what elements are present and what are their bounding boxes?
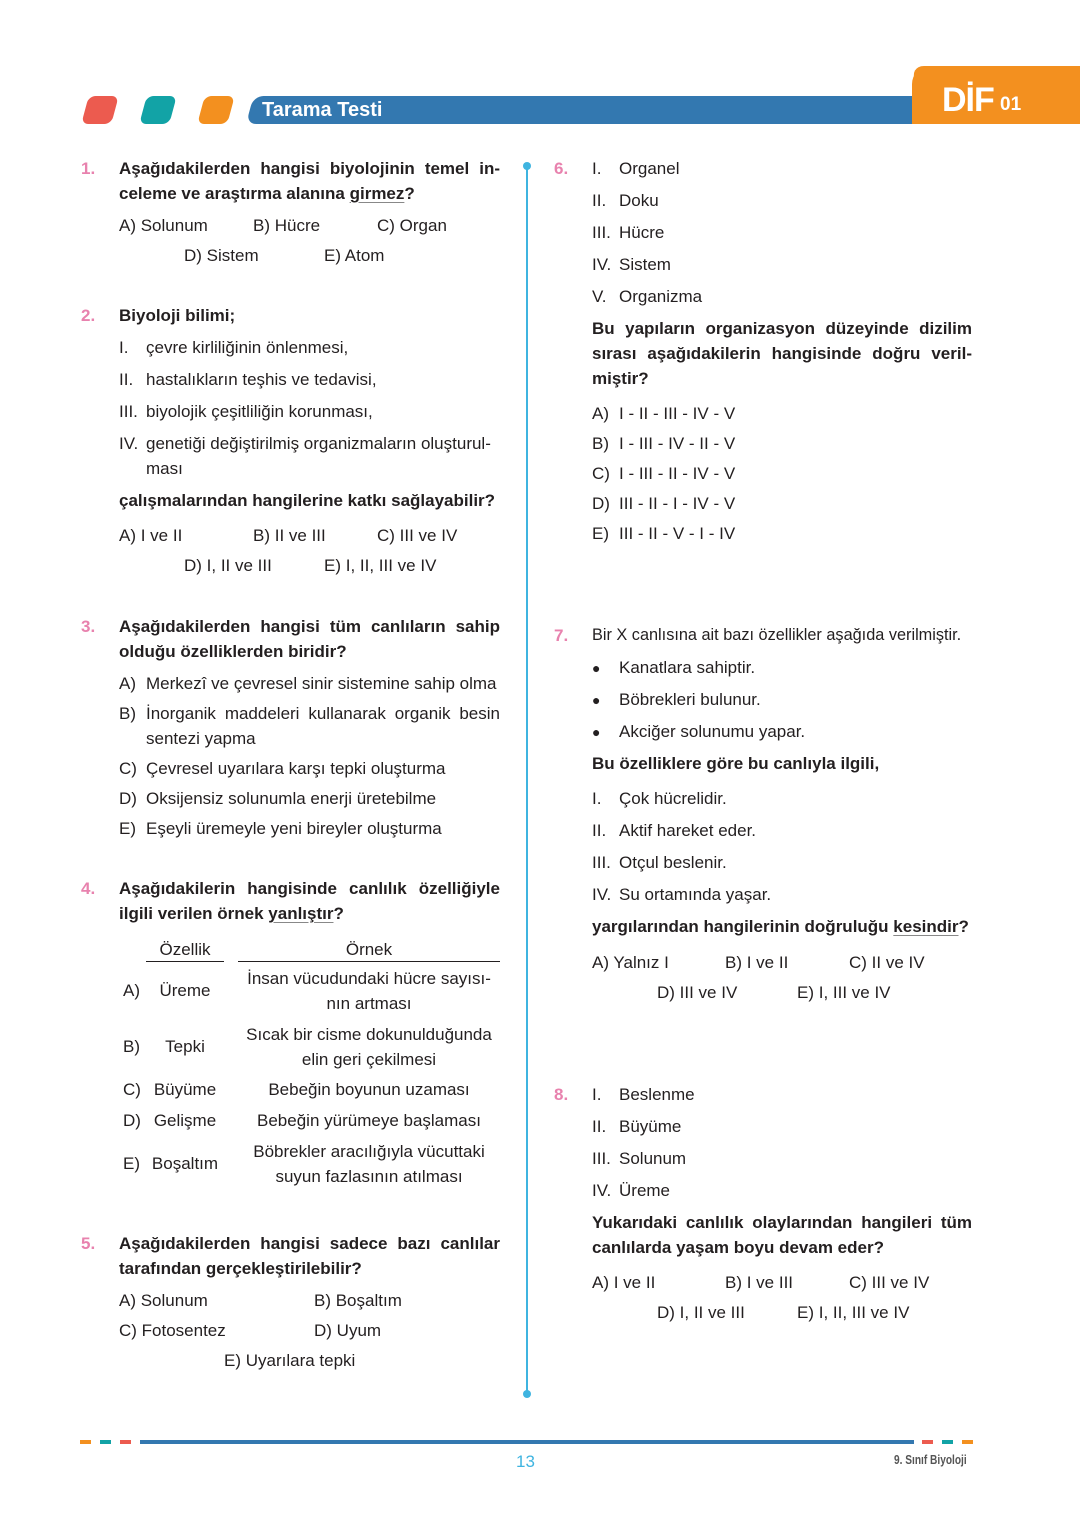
question-stem: Aşağıdakilerden hangisi sadece bazı canlılar tarafından gerçekleştirilebilir?	[119, 1234, 500, 1278]
bullet-item: ● Kanatlara sahiptir.	[592, 655, 755, 681]
list-item: II. Aktif hareket eder.	[592, 821, 757, 840]
option-e[interactable]: E) III - II - V - I - IV	[592, 524, 736, 543]
option-d[interactable]: D) Uyum	[314, 1321, 382, 1340]
option-e[interactable]: E) I, II, III ve IV	[797, 1303, 910, 1322]
divider-dot-top	[523, 162, 531, 170]
list-item: III. Solunum	[592, 1149, 687, 1168]
option-a[interactable]: A) I ve II	[119, 526, 183, 545]
emphasis-underline: girmez	[349, 184, 405, 203]
option-c[interactable]: C) Organ	[377, 216, 447, 235]
row-feature: Büyüme	[153, 1080, 217, 1099]
footer-dash-red	[922, 1440, 933, 1444]
option-e[interactable]: E) Uyarılara tepki	[224, 1351, 356, 1370]
list-item: I. Çok hücrelidir.	[592, 789, 727, 808]
option-a[interactable]: A) Yalnız I	[592, 953, 669, 972]
option-d[interactable]: D) I, II ve III	[184, 556, 272, 575]
question-3	[81, 614, 500, 844]
option-c[interactable]: C) Fotosentez	[119, 1321, 226, 1340]
option-b[interactable]: B) Boşaltım	[314, 1291, 402, 1310]
option-b[interactable]: B) I - III - IV - II - V	[592, 434, 736, 453]
footer-rule	[140, 1440, 914, 1444]
row-example: İnsan vücudundaki hücre sayısı- nın artması	[247, 969, 491, 1013]
option-d[interactable]: D) I, II ve III	[657, 1303, 745, 1322]
list-item: II. Büyüme	[592, 1117, 682, 1136]
option-b-continued[interactable]: sentezi yapma	[146, 729, 256, 748]
row-label[interactable]: B)	[123, 1037, 140, 1056]
option-d[interactable]: D) Oksijensiz solunumla enerji üretebilme	[119, 789, 437, 808]
list-item: I. çevre kirliliğinin önlenmesi,	[119, 338, 349, 357]
option-b[interactable]: B) Hücre	[253, 216, 321, 235]
row-feature: Üreme	[159, 981, 211, 1000]
footer-dash-teal	[100, 1440, 111, 1444]
list-item: IV. genetiği değiştirilmiş organizmaların oluşturul-	[119, 434, 491, 453]
page-header	[0, 0, 1080, 140]
row-label[interactable]: E)	[123, 1154, 140, 1173]
list-item: III. Otçul beslenir.	[592, 853, 727, 872]
option-d[interactable]: D) III ve IV	[657, 983, 738, 1002]
option-e[interactable]: E) Eşeyli üremeyle yeni bireyler oluşturma	[119, 819, 442, 838]
question-5	[81, 1231, 500, 1381]
teal-tab-decoration	[139, 96, 177, 124]
list-item: IV. Sistem	[592, 255, 671, 274]
row-feature: Tepki	[165, 1037, 205, 1056]
emphasis-underline: yanlıştır	[268, 904, 334, 923]
red-tab-decoration	[81, 96, 119, 124]
dif-badge	[912, 66, 1080, 124]
question-stem: Biyoloji bilimi;	[119, 306, 236, 325]
list-item: II. hastalıkların teşhis ve tedavisi,	[119, 370, 377, 389]
option-c[interactable]: C) III ve IV	[377, 526, 458, 545]
bullet-icon: ●	[592, 660, 601, 676]
question-number: 7.	[554, 626, 569, 645]
option-d[interactable]: D) Sistem	[184, 246, 259, 265]
list-item: IV. Su ortamında yaşar.	[592, 885, 772, 904]
question-prompt: Yukarıdaki canlılık olaylarından hangileri tüm canlılarda yaşam boyu devam eder?	[592, 1213, 972, 1257]
row-label[interactable]: D)	[123, 1111, 141, 1130]
bullet-icon: ●	[592, 724, 601, 740]
option-c[interactable]: C) II ve IV	[849, 953, 925, 972]
question-prompt: çalışmalarından hangilerine katkı sağlayabilir?	[119, 491, 496, 510]
question-lead: Bu özelliklere göre bu canlıyla ilgili,	[592, 754, 880, 773]
question-prompt: yargılarından hangilerinin doğruluğu kesindir?	[592, 917, 969, 936]
subject-label: 9. Sınıf Biyoloji	[894, 1452, 967, 1467]
question-8	[554, 1082, 972, 1332]
list-item: I. Organel	[592, 159, 680, 178]
emphasis-underline: kesindir	[893, 917, 959, 936]
question-number: 4.	[81, 879, 96, 898]
question-number: 2.	[81, 306, 96, 325]
question-stem: Aşağıdakilerden hangisi tüm canlıların sahip olduğu özelliklerden biridir?	[119, 617, 500, 661]
question-stem: Aşağıdakilerin hangisinde canlılık özelliğiyle ilgili verilen örnek yanlıştır?	[119, 879, 500, 923]
bullet-item: ● Akciğer solunumu yapar.	[592, 719, 805, 745]
list-item: III. Hücre	[592, 223, 665, 242]
list-item-continued: ması	[146, 459, 183, 478]
question-2	[81, 303, 500, 593]
badge-number: 01	[1000, 94, 1022, 115]
option-c[interactable]: C) Çevresel uyarılara karşı tepki oluşturma	[119, 759, 446, 778]
orange-tab-decoration	[197, 96, 235, 124]
badge-label: DİF	[942, 81, 994, 119]
page-number: 13	[516, 1452, 535, 1471]
question-6	[554, 156, 972, 556]
table-header-example: Örnek	[345, 940, 393, 959]
option-d[interactable]: D) III - II - I - IV - V	[592, 494, 736, 513]
list-item: III. biyolojik çeşitliliğin korunması,	[119, 402, 373, 421]
page-title: Tarama Testi	[262, 99, 383, 121]
row-label[interactable]: A)	[123, 981, 140, 1000]
option-e[interactable]: E) I, II, III ve IV	[324, 556, 437, 575]
row-example: Bebeğin boyunun uzaması	[268, 1080, 470, 1099]
table-header-rule	[238, 961, 500, 962]
option-e[interactable]: E) Atom	[324, 246, 385, 265]
question-number: 8.	[554, 1085, 569, 1104]
footer-dash-orange	[80, 1440, 91, 1444]
list-item: II. Doku	[592, 191, 659, 210]
row-example: Böbrekler aracılığıyla vücuttaki suyun fazlasının atılması	[253, 1142, 485, 1186]
question-stem: Aşağıdakilerden hangisi biyolojinin temel in-celeme ve araştırma alanına girmez?	[119, 159, 500, 203]
question-number: 3.	[81, 617, 96, 636]
question-prompt: Bu yapıların organizasyon düzeyinde dizilim sırası aşağıdakilerin hangisinde doğru veril-miştir?	[592, 319, 972, 388]
option-b[interactable]: B) İnorganik maddeleri kullanarak organik besin	[119, 704, 500, 723]
option-b[interactable]: B) I ve II	[725, 953, 789, 972]
question-number: 6.	[554, 159, 569, 178]
footer-dash-red	[120, 1440, 131, 1444]
option-e[interactable]: E) I, III ve IV	[797, 983, 891, 1002]
question-number: 5.	[81, 1234, 96, 1253]
divider-dot-bottom	[523, 1390, 531, 1398]
table-header-feature: Özellik	[159, 940, 211, 959]
option-c[interactable]: C) I - III - II - IV - V	[592, 464, 736, 483]
row-feature: Gelişme	[153, 1111, 217, 1130]
footer-dash-orange	[962, 1440, 973, 1444]
row-label[interactable]: C)	[123, 1080, 141, 1099]
question-number: 1.	[81, 159, 96, 178]
table-header-rule	[146, 961, 224, 962]
question-intro: Bir X canlısına ait bazı özellikler aşağıda verilmiştir.	[592, 626, 962, 644]
list-item: I. Beslenme	[592, 1085, 695, 1104]
option-a[interactable]: A) Solunum	[119, 216, 208, 235]
row-example: Bebeğin yürümeye başlaması	[257, 1111, 481, 1130]
row-feature: Boşaltım	[151, 1154, 219, 1173]
question-4	[81, 876, 500, 1196]
list-item: IV. Üreme	[592, 1181, 671, 1200]
list-item: V. Organizma	[592, 287, 703, 306]
row-example: Sıcak bir cisme dokunulduğunda elin geri çekilmesi	[246, 1025, 492, 1069]
option-a[interactable]: A) Solunum	[119, 1291, 208, 1310]
option-a[interactable]: A) I ve II	[592, 1273, 656, 1292]
option-a[interactable]: A) I - II - III - IV - V	[592, 404, 736, 423]
column-divider	[526, 166, 528, 1394]
option-b[interactable]: B) I ve III	[725, 1273, 794, 1292]
bullet-icon: ●	[592, 692, 601, 708]
question-7	[554, 623, 972, 1013]
bullet-item: ● Böbrekleri bulunur.	[592, 687, 761, 713]
option-c[interactable]: C) III ve IV	[849, 1273, 930, 1292]
option-a[interactable]: A) Merkezî ve çevresel sinir sistemine sahip olma	[119, 674, 497, 693]
footer-dash-teal	[942, 1440, 953, 1444]
option-b[interactable]: B) II ve III	[253, 526, 326, 545]
question-1	[81, 156, 500, 265]
